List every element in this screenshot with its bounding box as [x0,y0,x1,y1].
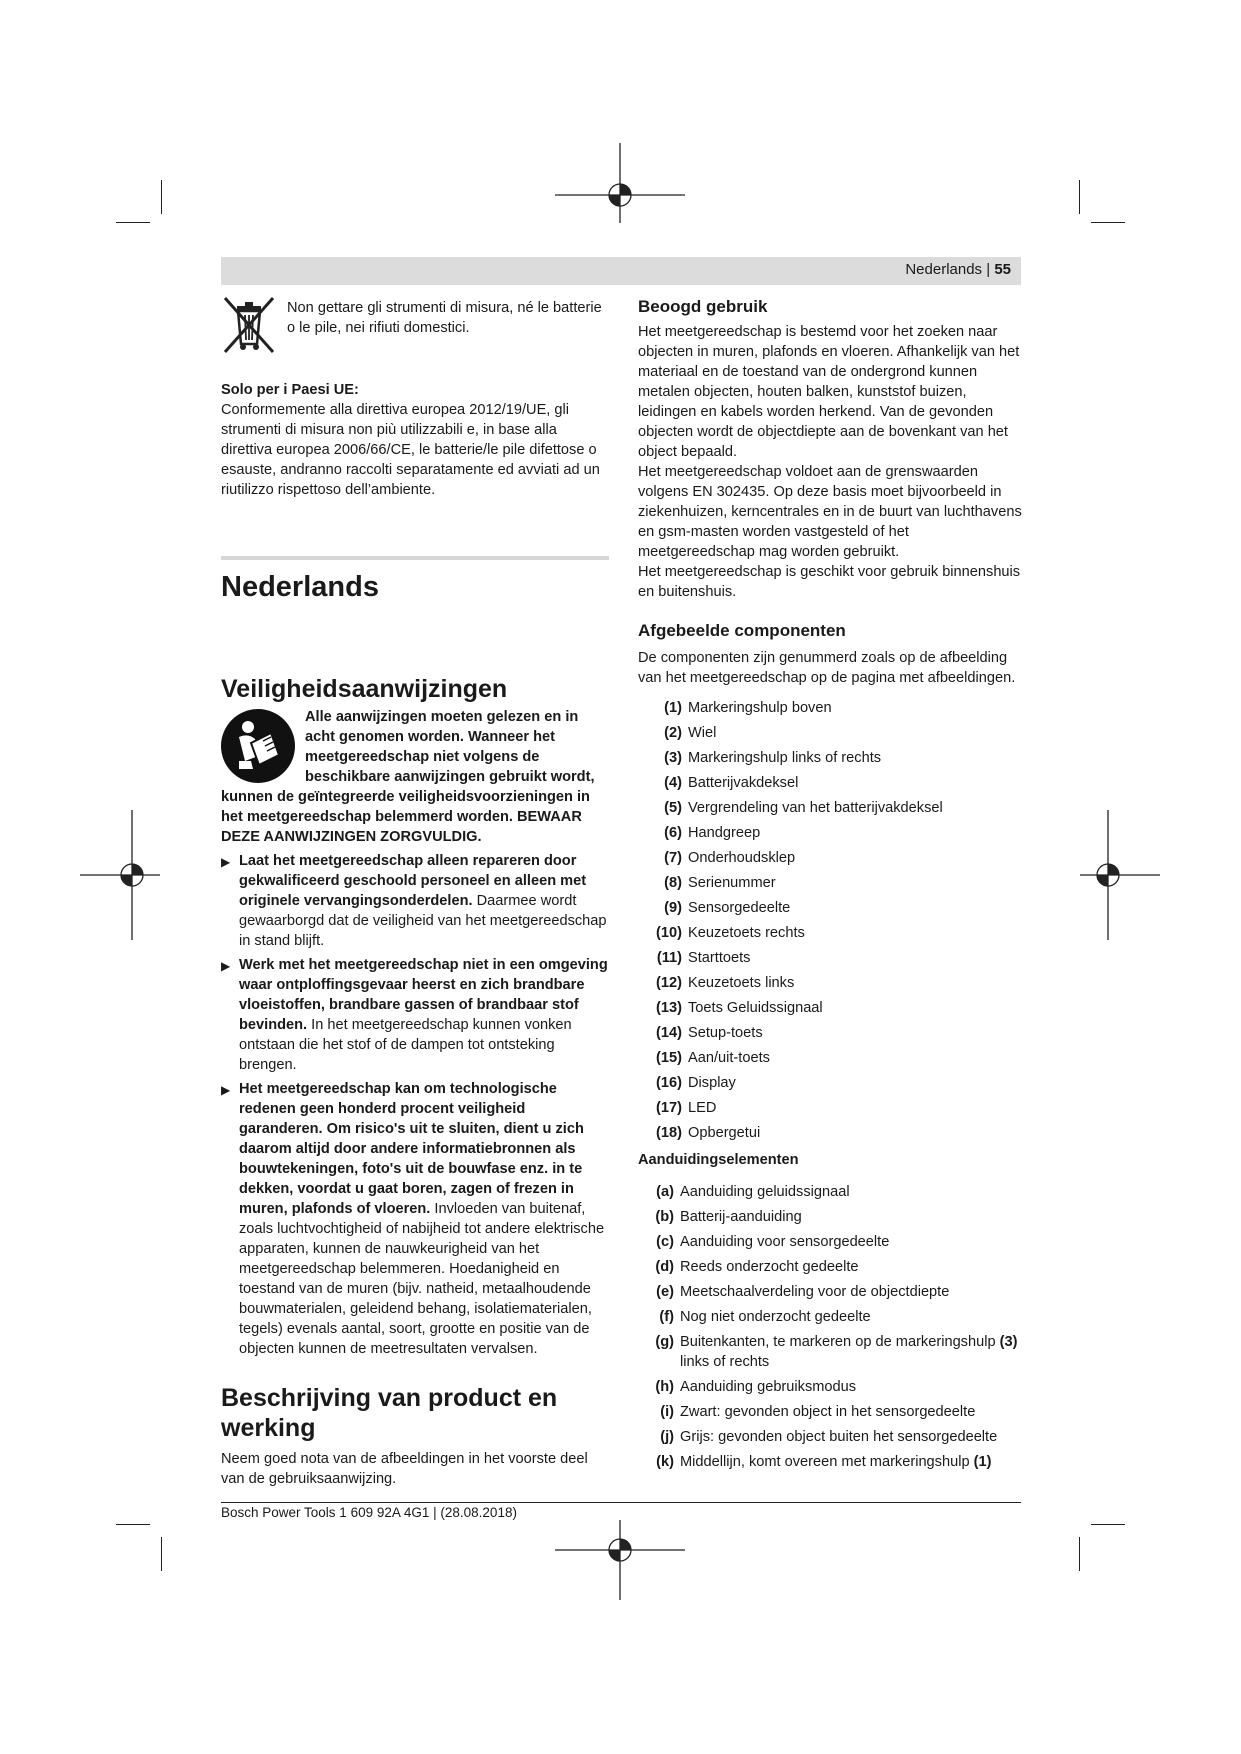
indicator-item [638,1332,1023,1372]
right-column [638,296,1023,1477]
indicator-label: Nog niet onderzocht gedeelte [680,1309,871,1325]
indicator-label: Zwart: gevonden object in het sensorgedeelte [680,1404,976,1420]
indicators-list [638,1182,1023,1472]
safety-intro: Alle aanwijzingen moeten gelezen en in acht genomen worden. Wanneer het meetgereedschap niet volgens de beschikbare aanwijzingen gebruikt wordt, kunnen de geïntegreerde veiligheidsvoorzieningen in het meetgereedschap belemmerd worden. BEWAAR DEZE AANWIJZINGEN ZORGVULDIG. [221,709,595,845]
component-item [638,948,1023,968]
header-text [905,261,1011,278]
indicator-tail: links of rechts [680,1354,770,1370]
indicator-label: Aanduiding gebruiksmodus [680,1379,857,1395]
eu-heading: Solo per i Paesi UE: [221,382,359,398]
components-list [638,698,1023,1143]
component-number: (11) [656,950,682,966]
component-label: LED [688,1100,717,1116]
indicator-letter: (c) [656,1234,674,1250]
indicator-letter: (b) [655,1209,674,1225]
intended-use-heading: Beoogd gebruik [638,297,768,316]
component-item [638,1023,1023,1043]
component-item [638,923,1023,943]
bullet-arrow-icon: ▶ [221,1083,231,1097]
component-number: (15) [656,1050,682,1066]
page-number: 55 [994,261,1011,278]
component-label: Aan/uit-toets [688,1050,770,1066]
indicator-item [638,1377,1023,1397]
indicator-item [638,1282,1023,1302]
indicator-item [638,1182,1023,1202]
indicator-label: Reeds onderzocht gedeelte [680,1259,859,1275]
indicator-letter: (j) [660,1429,674,1445]
component-number: (18) [656,1125,682,1141]
product-heading: Beschrijving van product en werking [221,1384,558,1442]
indicator-letter: (f) [659,1309,674,1325]
footer-text: Bosch Power Tools 1 609 92A 4G1 | (28.08.2018) [221,1505,517,1520]
indicator-item [638,1207,1023,1227]
component-item [638,898,1023,918]
indicator-letter: (e) [656,1284,674,1300]
eu-text: Conformemente alla direttiva europea 2012/19/UE, gli strumenti di misura non più utilizzabili e, in base alla direttiva europea 2006/66/CE, le batterie/le pile difettose o esauste, andranno raccolti separatamente ed avviati ad un riutilizzo rispettoso dell’ambiente. [221,402,600,498]
component-item [638,848,1023,868]
registration-mark-icon [555,143,685,223]
indicator-label: Grijs: gevonden object buiten het sensorgedeelte [680,1429,998,1445]
bullet-arrow-icon: ▶ [221,959,231,973]
crop-mark [161,180,162,214]
indicator-letter: (k) [656,1454,674,1470]
component-item [638,748,1023,768]
component-item [638,723,1023,743]
indicators-heading: Aanduidingselementen [638,1152,799,1168]
intended-use-p2: Het meetgereedschap voldoet aan de grenswaarden volgens EN 302435. Op deze basis moet bijvoorbeeld in ziekenhuizen, kerncentrales en in de buurt van luchthavens en gsm-masten worden vastgesteld of het meetgereedschap mag worden gebruikt. [638,464,1022,560]
component-label: Sensorgedeelte [688,900,791,916]
component-label: Serienummer [688,875,776,891]
component-label: Display [688,1075,736,1091]
component-number: (7) [664,850,682,866]
safety-heading: Veiligheidsaanwijzingen [221,675,508,703]
crop-mark [116,222,150,223]
crossed-bin-icon [221,296,277,354]
indicator-label: Buitenkanten, te markeren op de markeringshulp (3) links of rechts [680,1334,1018,1370]
crop-mark [1091,1524,1125,1525]
component-number: (3) [664,750,682,766]
component-label: Opbergetui [688,1125,761,1141]
component-label: Batterijvakdeksel [688,775,799,791]
component-item [638,1073,1023,1093]
component-number: (9) [664,900,682,916]
safety-bullet [221,955,609,1075]
crop-mark [1079,180,1080,214]
component-number: (13) [656,1000,682,1016]
component-number: (8) [664,875,682,891]
component-number: (5) [664,800,682,816]
read-manual-icon [221,709,295,783]
language-title: Nederlands [221,571,379,603]
component-label: Handgreep [688,825,761,841]
component-number: (16) [656,1075,682,1091]
component-label: Markeringshulp boven [688,700,832,716]
component-item [638,823,1023,843]
component-number: (6) [664,825,682,841]
bullet-bold: Laat het meetgereedschap alleen repareren door gekwalificeerd geschoold personeel en alleen met originele vervangingsonderdelen. [239,853,587,909]
crop-mark [161,1537,162,1571]
crop-mark [1079,1537,1080,1571]
indicator-letter: (i) [660,1404,674,1420]
bullet-arrow-icon: ▶ [221,855,231,869]
indicator-label: Meetschaalverdeling voor de objectdiepte [680,1284,950,1300]
component-item [638,1098,1023,1118]
safety-bullet [221,851,609,951]
component-number: (2) [664,725,682,741]
indicator-reference: (3) [999,1334,1018,1350]
registration-mark-icon [80,810,160,940]
component-number: (10) [656,925,682,941]
indicator-letter: (a) [656,1184,674,1200]
left-column [221,296,609,1489]
crop-mark [1091,222,1125,223]
safety-intro-block [221,707,609,847]
bullet-text: Daarmee wordt gewaarborgd dat de veiligheid van het meetgereedschap in stand blijft. [239,893,607,949]
component-label: Keuzetoets rechts [688,925,805,941]
disposal-block [221,296,609,354]
components-intro: De componenten zijn genummerd zoals op de afbeelding van het meetgereedschap op de pagina met afbeeldingen. [638,650,1016,686]
component-label: Toets Geluidssignaal [688,1000,823,1016]
component-item [638,973,1023,993]
component-item [638,773,1023,793]
component-number: (12) [656,975,682,991]
indicator-item [638,1232,1023,1252]
header-separator: | [986,261,991,278]
component-item [638,798,1023,818]
indicator-label: Middellijn, komt overeen met markeringshulp (1) [680,1454,992,1470]
indicator-item [638,1257,1023,1277]
intended-use-p3: Het meetgereedschap is geschikt voor gebruik binnenshuis en buitenshuis. [638,564,1021,600]
component-number: (4) [664,775,682,791]
header-section: Nederlands [905,261,983,278]
component-label: Wiel [688,725,717,741]
registration-mark-icon [555,1520,685,1600]
component-item [638,998,1023,1018]
bullet-text: Invloeden van buitenaf, zoals luchtvochtigheid of nabijheid tot andere elektrische apparaten, kunnen de nauwkeurigheid van het meetgereedschap belemmeren. Hoedanigheid en toestand van de muren (bijv. natheid, metaalhoudende bouwmaterialen, geleidend behang, isolatiematerialen, tegels) evenals aantal, soort, grootte en positie van de objecten kunnen de meetresultaten vervalsen. [239,1201,605,1357]
safety-bullet [221,1079,609,1359]
component-number: (14) [656,1025,682,1041]
indicator-label: Batterij-aanduiding [680,1209,802,1225]
intended-use-p1: Het meetgereedschap is bestemd voor het zoeken naar objecten in muren, plafonds en vloeren. Afhankelijk van het materiaal en de toestand van de ondergrond kunnen metalen objecten, houten balken, kunststof buizen, leidingen en kabels worden herkend. Van de gevonden objecten wordt de objectdiepte aan de bovenkant van het object bepaald. [638,324,1020,460]
indicator-reference: (1) [973,1454,992,1470]
component-item [638,1048,1023,1068]
component-label: Setup-toets [688,1025,763,1041]
crop-mark [116,1524,150,1525]
components-heading: Afgebeelde componenten [638,621,846,640]
bullet-bold: Het meetgereedschap kan om technologische redenen geen honderd procent veiligheid garanderen. Om risico's uit te sluiten, dient u zich daarom altijd door andere informatiebronnen als bouwtekeningen, foto's uit de bouwfase enz. in te dekken, voordat u gaat boren, zagen of frezen in muren, plafonds of vloeren. [239,1081,584,1217]
footer-rule [221,1502,1021,1503]
indicator-letter: (h) [655,1379,674,1395]
page-header [221,257,1021,285]
bullet-bold: Werk met het meetgereedschap niet in een omgeving waar ontploffingsgevaar heerst en zich brandbare vloeistoffen, brandbare gassen of brandbaar stof bevinden. [239,957,608,1033]
product-text: Neem goed nota van de afbeeldingen in het voorste deel van de gebruiksaanwijzing. [221,1451,588,1487]
indicator-label: Aanduiding voor sensorgedeelte [680,1234,890,1250]
component-label: Onderhoudsklep [688,850,796,866]
component-item [638,1123,1023,1143]
component-item [638,873,1023,893]
component-number: (17) [656,1100,682,1116]
indicator-item [638,1307,1023,1327]
component-label: Vergrendeling van het batterijvakdeksel [688,800,943,816]
indicator-item [638,1427,1023,1447]
component-label: Keuzetoets links [688,975,795,991]
component-label: Markeringshulp links of rechts [688,750,882,766]
indicator-letter: (d) [655,1259,674,1275]
registration-mark-icon [1080,810,1160,940]
component-item [638,698,1023,718]
indicator-item [638,1452,1023,1472]
bullet-text: In het meetgereedschap kunnen vonken ontstaan die het stof of de dampen tot ontsteking brengen. [239,1017,572,1073]
indicator-label: Aanduiding geluidssignaal [680,1184,850,1200]
component-number: (1) [664,700,682,716]
indicator-item [638,1402,1023,1422]
component-label: Starttoets [688,950,751,966]
disposal-note: Non gettare gli strumenti di misura, né le batterie o le pile, nei rifiuti domestici. [287,300,602,336]
indicator-letter: (g) [655,1334,674,1350]
